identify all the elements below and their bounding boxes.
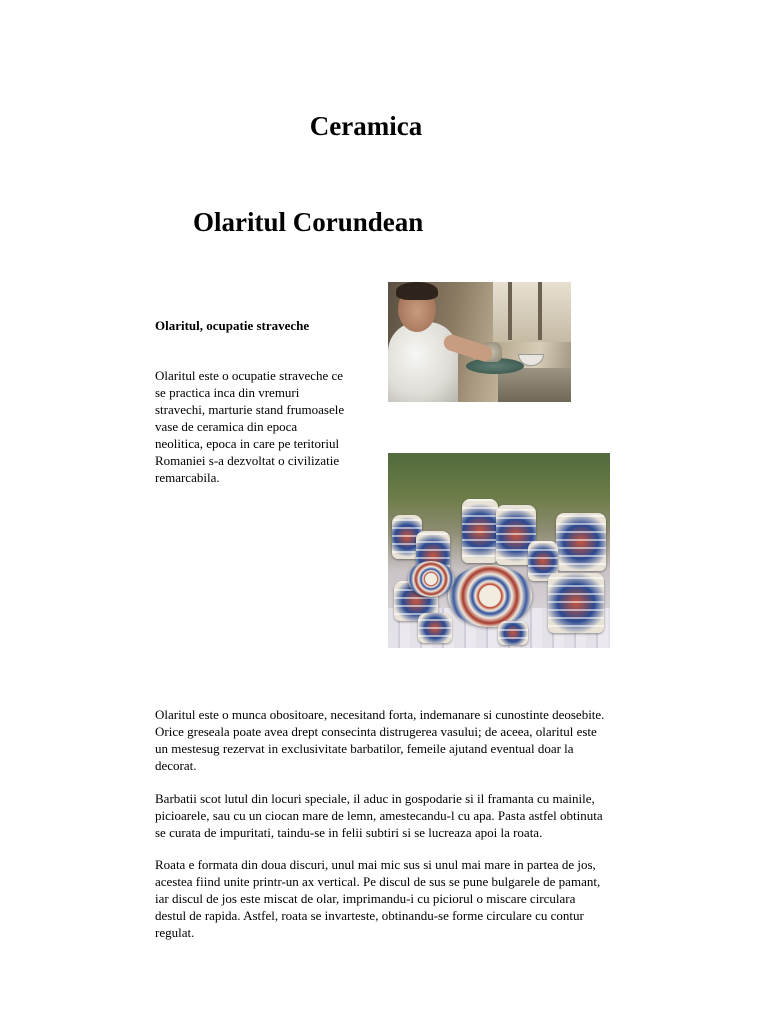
intro-line: stravechi, marturie stand frumoasele — [155, 402, 345, 417]
intro-line: remarcabila. — [155, 470, 220, 485]
paragraph-line: regulat. — [155, 925, 195, 940]
window-bar — [538, 282, 542, 340]
ceramic-jar — [462, 499, 498, 563]
paragraph-line: picioarele, sau cu un ciocan mare de lemn, amestecandu-l cu apa. Pasta astfel obtinuta — [155, 808, 603, 823]
paragraph-line: un mestesug rezervat in exclusivitate barbatilor, femeile ajutand eventual doar la — [155, 741, 574, 756]
workshop-window — [493, 282, 571, 342]
intro-paragraph — [155, 367, 344, 486]
paragraph-line: Orice greseala poate avea drept consecinta distrugerea vasului; de aceea, olaritul este — [155, 724, 597, 739]
ceramics-photo — [388, 453, 610, 648]
workbench — [498, 368, 571, 402]
potter-figure — [388, 322, 458, 402]
paragraph-line: Barbatii scot lutul din locuri speciale, il aduc in gospodarie si il framanta cu mainile, — [155, 791, 595, 806]
potter-hair — [396, 282, 438, 300]
intro-line: vase de ceramica din epoca — [155, 419, 298, 434]
paragraph-line: destul de rapida. Astfel, roata se invarteste, obtinandu-se forme circulare cu contur — [155, 908, 584, 923]
paragraph-line: Roata e formata din doua discuri, unul mai mic sus si unul mai mare in partea de jos, — [155, 857, 596, 872]
paragraph-line: acestea fiind unite printr-un ax vertical. Pe discul de sus se pune bulgarele de pamant, — [155, 874, 601, 889]
ceramic-jar — [556, 513, 606, 571]
paragraph-line: Olaritul este o munca obositoare, necesitand forta, indemanare si cunostinte deosebite. — [155, 707, 605, 722]
paragraph-wheel — [155, 856, 600, 941]
document-title: Ceramica — [309, 111, 423, 141]
intro-line: Olaritul este o ocupatie straveche ce — [155, 368, 344, 383]
paragraph-line: iar discul de jos este miscat de olar, imprimandu-i cu piciorul o miscare circulara — [155, 891, 576, 906]
intro-line: se practica inca din vremuri — [155, 385, 300, 400]
paragraph-work — [155, 706, 604, 774]
potter-photo — [388, 282, 571, 402]
section-heading: Olaritul, ocupatie straveche — [155, 318, 310, 333]
document-subtitle: Olaritul Corundean — [193, 207, 424, 237]
ceramic-jar — [548, 573, 604, 633]
window-bar — [508, 282, 512, 340]
ceramic-plate — [408, 561, 454, 597]
intro-line: neolitica, epoca in care pe teritoriul — [155, 436, 340, 451]
paragraph-clay — [155, 790, 603, 841]
intro-line: Romaniei s-a dezvoltat o civilizatie — [155, 453, 340, 468]
ceramic-plate — [448, 565, 532, 627]
paragraph-line: se curata de impuritati, taindu-se in felii subtiri si se lucreaza apoi la roata. — [155, 825, 543, 840]
paragraph-line: decorat. — [155, 758, 197, 773]
ceramic-cup — [418, 613, 452, 643]
ceramic-cup — [498, 621, 528, 645]
